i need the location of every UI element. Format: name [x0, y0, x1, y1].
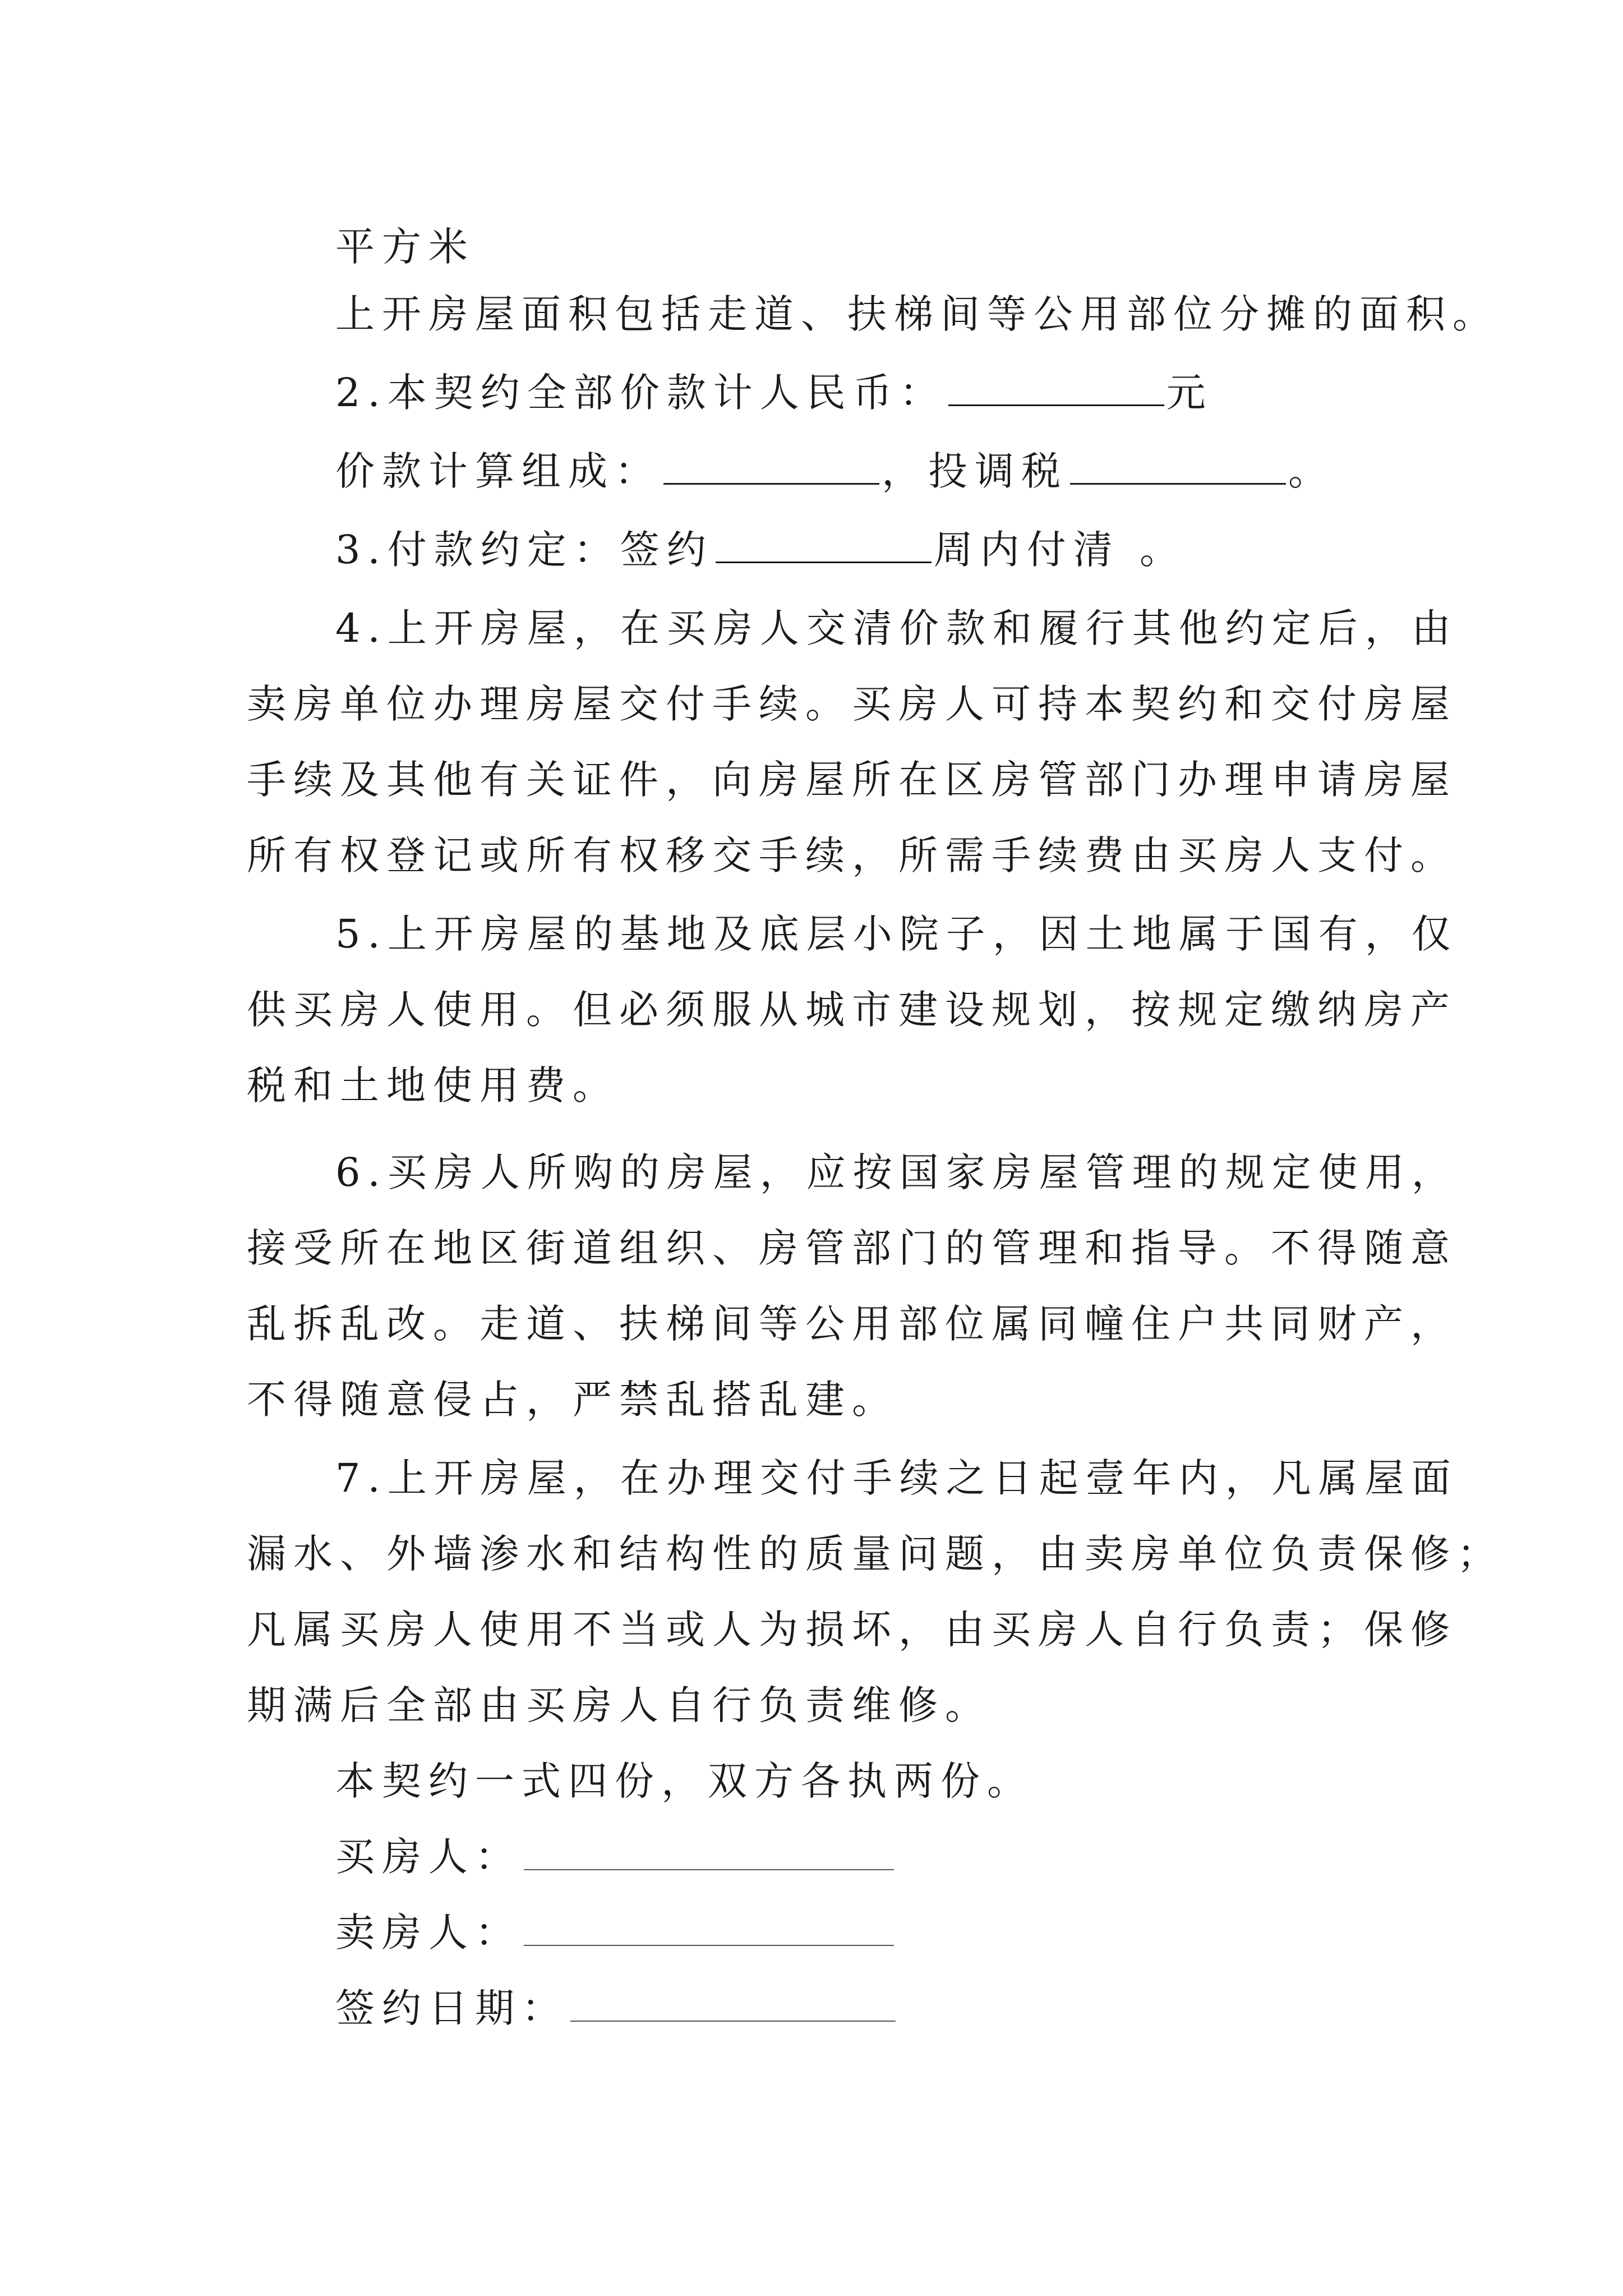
- item5-line-2: 供买房人使用。但必须服从城市建设规划，按规定缴纳房产: [247, 987, 1457, 1033]
- price-total-label: 2.本契约全部价款计人民币：: [335, 370, 946, 416]
- tax-label: ，投调税: [882, 448, 1068, 494]
- item7-line-1: 7.上开房屋，在办理交付手续之日起壹年内，凡属屋面: [335, 1455, 1458, 1501]
- item7-line-2: 漏水、外墙渗水和结构性的质量问题，由卖房单位负责保修；: [247, 1531, 1504, 1577]
- payment-line: [335, 524, 1186, 575]
- sign-date-blank[interactable]: [570, 1986, 896, 2022]
- date-line: [335, 1983, 898, 2033]
- price-calc-end: 。: [1288, 448, 1335, 494]
- item6-line-1: 6.买房人所购的房屋，应按国家房屋管理的规定使用，: [335, 1149, 1458, 1195]
- item4-line-3: 手续及其他有关证件，向房屋所在区房管部门办理申请房屋: [247, 757, 1457, 803]
- price-total-line: [335, 367, 1213, 418]
- price-total-unit: 元: [1166, 370, 1213, 416]
- item6-line-2: 接受所在地区街道组织、房管部门的管理和指导。不得随意: [247, 1225, 1457, 1271]
- buyer-line: [335, 1832, 896, 1882]
- item5-line-3: 税和土地使用费。: [247, 1062, 619, 1108]
- item4-line-2: 卖房单位办理房屋交付手续。买房人可持本契约和交付房屋: [247, 681, 1457, 727]
- item4-line-4: 所有权登记或所有权移交手续，所需手续费由买房人支付。: [247, 832, 1457, 878]
- payment-suffix: 周内付清 。: [933, 527, 1187, 573]
- tax-blank[interactable]: [1070, 448, 1286, 485]
- area-unit-line: 平方米: [335, 224, 475, 270]
- price-calc-label: 价款计算组成：: [335, 448, 661, 494]
- item5-line-1: 5.上开房屋的基地及底层小院子，因土地属于国有，仅: [335, 911, 1458, 957]
- item6-line-3: 乱拆乱改。走道、扶梯间等公用部位属同幢住户共同财产，: [247, 1301, 1457, 1347]
- price-calc-blank[interactable]: [663, 448, 879, 485]
- price-total-blank[interactable]: [948, 370, 1164, 406]
- item4-line-1: 4.上开房屋，在买房人交清价款和履行其他约定后，由: [335, 605, 1458, 651]
- buyer-label: 买房人：: [335, 1834, 522, 1880]
- item6-line-4: 不得随意侵占，严禁乱搭乱建。: [247, 1377, 898, 1423]
- item7-line-4: 期满后全部由买房人自行负责维修。: [247, 1682, 992, 1728]
- copies-line: 本契约一式四份，双方各执两份。: [335, 1758, 1034, 1804]
- seller-signature-blank[interactable]: [524, 1910, 894, 1946]
- area-note-line: 上开房屋面积包括走道、扶梯间等公用部位分摊的面积。: [335, 291, 1499, 337]
- item7-line-3: 凡属买房人使用不当或人为损坏，由买房人自行负责；保修: [247, 1607, 1457, 1653]
- seller-label: 卖房人：: [335, 1910, 522, 1955]
- buyer-signature-blank[interactable]: [524, 1834, 894, 1870]
- payment-weeks-blank[interactable]: [716, 527, 932, 563]
- price-calc-line: [335, 446, 1335, 496]
- date-label: 签约日期：: [335, 1985, 568, 2031]
- payment-label: 3.付款约定：签约: [335, 527, 713, 573]
- seller-line: [335, 1907, 896, 1958]
